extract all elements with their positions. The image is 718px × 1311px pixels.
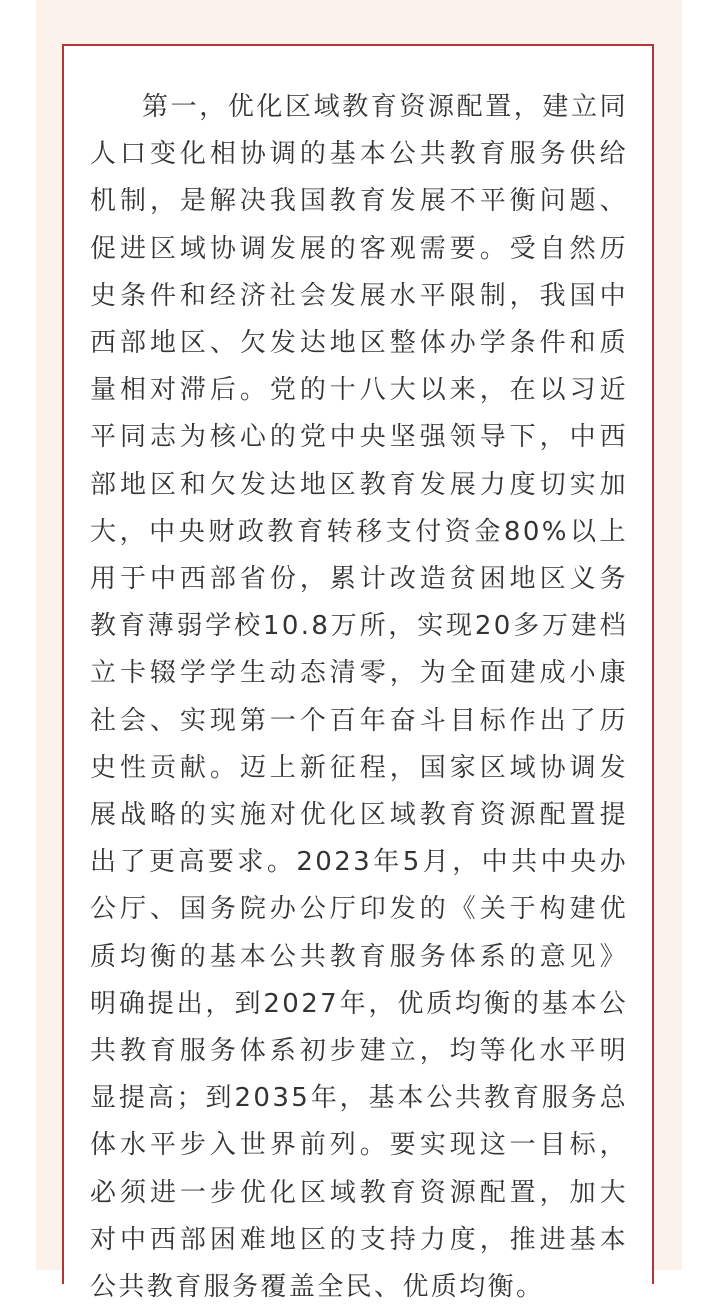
article-paragraph: 第一，优化区域教育资源配置，建立同人口变化相协调的基本公共教育服务供给机制，是解决我国教育发展不平衡问题、促进区域协调发展的客观需要。受自然历史条件和经济社会发展水平限制，我国中西部地区、欠发达地区整体办学条件和质量相对滞后。党的十八大以来，在以习近平同志为核心的党中央坚强领导下，中西部地区和欠发达地区教育发展力度切实加大，中央财政教育转移支付资金80%以上用于中西部省份，累计改造贫困地区义务教育薄弱学校10.8万所，实现20多万建档立卡辍学学生动态清零，为全面建成小康社会、实现第一个百年奋斗目标作出了历史性贡献。迈上新征程，国家区域协调发展战略的实施对优化区域教育资源配置提出了更高要求。2023年5月，中共中央办公厅、国务院办公厅印发的《关于构建优质均衡的基本公共教育服务体系的意见》明确提出，到2027年，优质均衡的基本公共教育服务体系初步建立，均等化水平明显提高；到2035年，基本公共教育服务总体水平步入世界前列。要实现这一目标，必须进一步优化区域教育资源配置，加大对中西部困难地区的支持力度，推进基本公共教育服务覆盖全民、优质均衡。 xyxy=(90,92,628,1303)
article-frame xyxy=(62,44,654,1303)
